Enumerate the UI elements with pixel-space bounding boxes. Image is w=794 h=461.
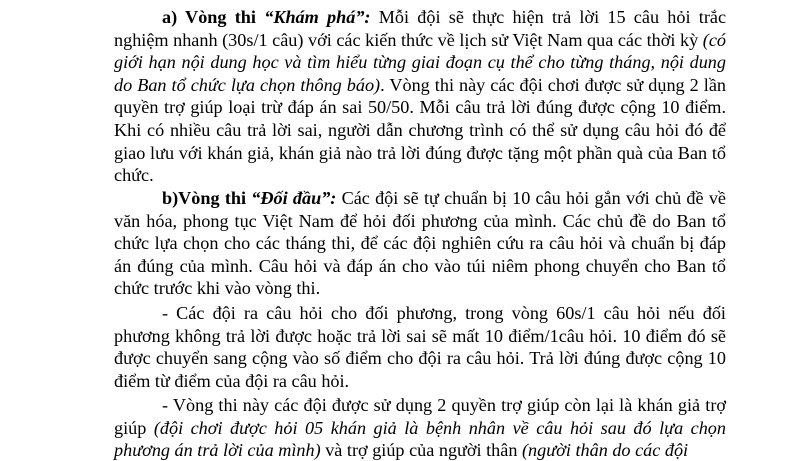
rule-1-text: - Các đội ra câu hỏi cho đối phương, trong vòng 60s/1 câu hỏi nếu đối phương không trả lời được hoặc trả lời sai sẽ mất 10 điểm/1câu hỏi. 10 điểm đó sẽ được chuyển sang cộng vào số điểm cho đội ra câu hỏi. Trả lời đúng được cộng 10 điểm từ điểm của đội ra câu hỏi. (114, 303, 726, 391)
paragraph-rule-2 (114, 394, 726, 461)
round-b-label: b)Vòng thi (162, 188, 247, 208)
paragraph-round-b (114, 187, 726, 300)
round-a-label: a) Vòng thi (162, 7, 256, 27)
round-a-italic-note: (có giới hạn nội dung học và tìm hiểu từng giai đoạn cụ thể cho từng tháng, nội dung do Ban tổ chức lựa chọn thông báo) (114, 29, 726, 95)
round-b-name: “Đối đầu”: (251, 188, 337, 208)
rule-2-text-2: và trợ giúp của người thân (320, 440, 522, 461)
rule-2-italic-note-2: (người thân do các đội (521, 440, 689, 461)
rule-2-italic-note-1: (đội chơi được hỏi 05 khán giả là bệnh nhân về câu hỏi sau đó lựa chọn phương án trả lời của mình) (114, 417, 726, 461)
paragraph-rule-1 (114, 302, 726, 392)
round-b-text-1: Các đội sẽ tự chuẩn bị 10 câu hỏi gắn với chủ đề về văn hóa, phong tục Việt Nam để hỏi đối phương của mình. Các chủ đề do Ban tổ chức lựa chọn cho các tháng thi, để các đội nghiên cứu ra câu hỏi và chuẩn bị đáp án đúng của mình. Câu hỏi và đáp án cho vào túi niêm phong chuyển cho Ban tổ chức trước khi vào vòng thi. (114, 188, 726, 299)
paragraph-round-a (114, 6, 726, 187)
rule-2-text-1: - Vòng thi này các đội được sử dụng 2 quyền trợ giúp còn lại là khán giả trợ giúp (114, 395, 726, 438)
round-a-name: “Khám phá”: (264, 7, 371, 27)
round-a-text-1: Mỗi đội sẽ thực hiện trả lời 15 câu hỏi trắc nghiệm nhanh (30s/1 câu) với các kiến thức về lịch sử Việt Nam qua các thời kỳ (114, 7, 727, 50)
round-a-text-2: . Vòng thi này các đội chơi được sử dụng 2 lần quyền trợ giúp loại trừ đáp án sai 50/50. Mỗi câu trả lời đúng được cộng 10 điểm. Khi có nhiều câu trả lời sai, người dẫn chương trình có thể sử dụng câu hỏi đó để giao lưu với khán giả, khán giả nào trả lời đúng được tặng một phần quà của Ban tổ chức. (114, 74, 726, 186)
